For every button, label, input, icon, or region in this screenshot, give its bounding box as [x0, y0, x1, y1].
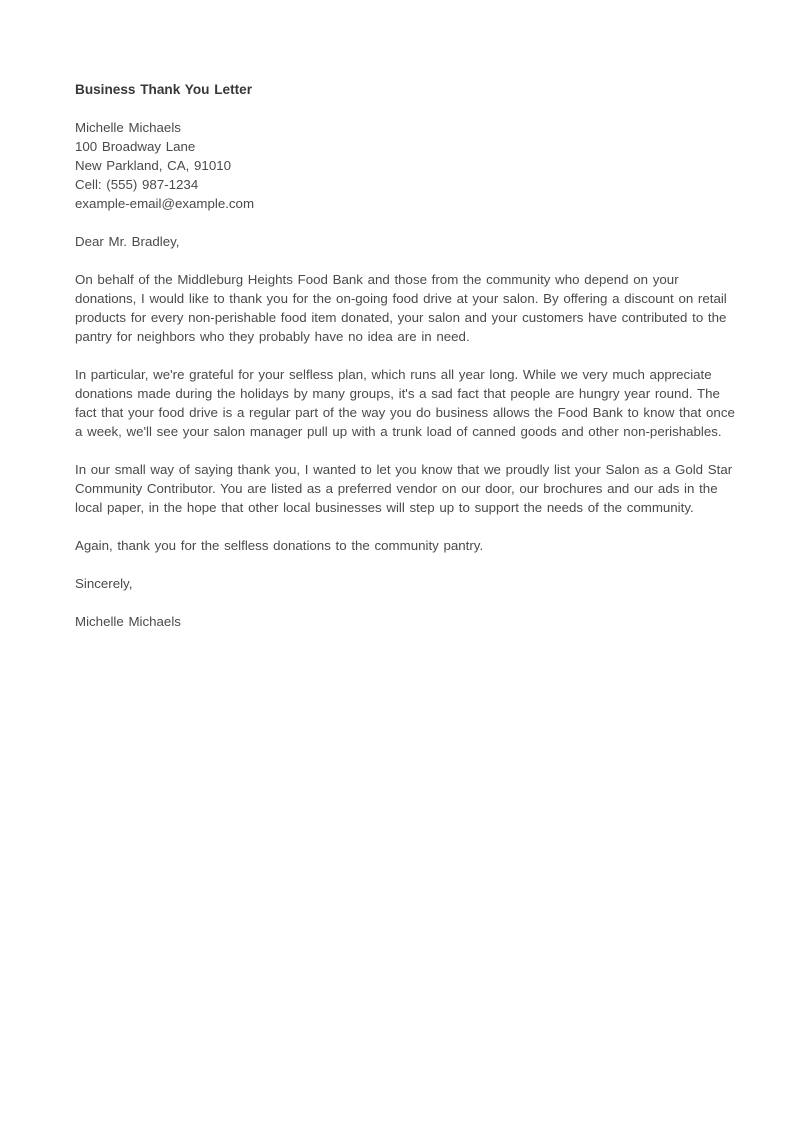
salutation: [75, 232, 720, 251]
paragraph-3: [75, 460, 733, 517]
sender-info: [75, 118, 720, 213]
letter-content: [75, 80, 735, 650]
sender-phone: Cell: (555) 987-1234: [75, 177, 199, 192]
paragraph-line: On behalf of the Middleburg Heights Food Bank and those from the community who depend on your: [75, 272, 679, 287]
paragraph-line: pantry for neighbors who they probably have no idea are in need.: [75, 329, 470, 344]
paragraph-line: Again, thank you for the selfless donations to the community pantry.: [75, 538, 484, 553]
paragraph-4: [75, 536, 720, 555]
paragraph-1: [75, 270, 727, 346]
paragraph-2: [75, 365, 735, 441]
sender-name: Michelle Michaels: [75, 120, 181, 135]
salutation-text: Dear Mr. Bradley,: [75, 234, 180, 249]
paragraph-line: local paper, in the hope that other local businesses will step up to support the needs of the community.: [75, 500, 694, 515]
paragraph-line: In our small way of saying thank you, I wanted to let you know that we proudly list your Salon as a Gold Star: [75, 462, 733, 477]
signature-name: Michelle Michaels: [75, 614, 181, 629]
paragraph-line: fact that your food drive is a regular part of the way you do business allows the Food Bank to know that once: [75, 405, 735, 420]
paragraph-line: In particular, we're grateful for your selfless plan, which runs all year long. While we very much appreciate: [75, 367, 712, 382]
paragraph-line: a week, we'll see your salon manager pull up with a trunk load of canned goods and other non-perishables.: [75, 424, 722, 439]
sender-address-street: 100 Broadway Lane: [75, 139, 196, 154]
paragraph-line: Community Contributor. You are listed as a preferred vendor on our door, our brochures and our ads in the: [75, 481, 718, 496]
sender-address-city: New Parkland, CA, 91010: [75, 158, 231, 173]
closing: [75, 574, 720, 593]
paragraph-line: donations, I would like to thank you for the on-going food drive at your salon. By offering a discount on retail: [75, 291, 727, 306]
closing-text: Sincerely,: [75, 576, 133, 591]
letter-title: Business Thank You Letter: [75, 82, 252, 97]
signature: [75, 612, 720, 631]
paragraph-line: products for every non-perishable food item donated, your salon and your customers have contributed to the: [75, 310, 727, 325]
paragraph-line: donations made during the holidays by many groups, it's a sad fact that people are hungry year round. The: [75, 386, 720, 401]
sender-email: example-email@example.com: [75, 196, 255, 211]
